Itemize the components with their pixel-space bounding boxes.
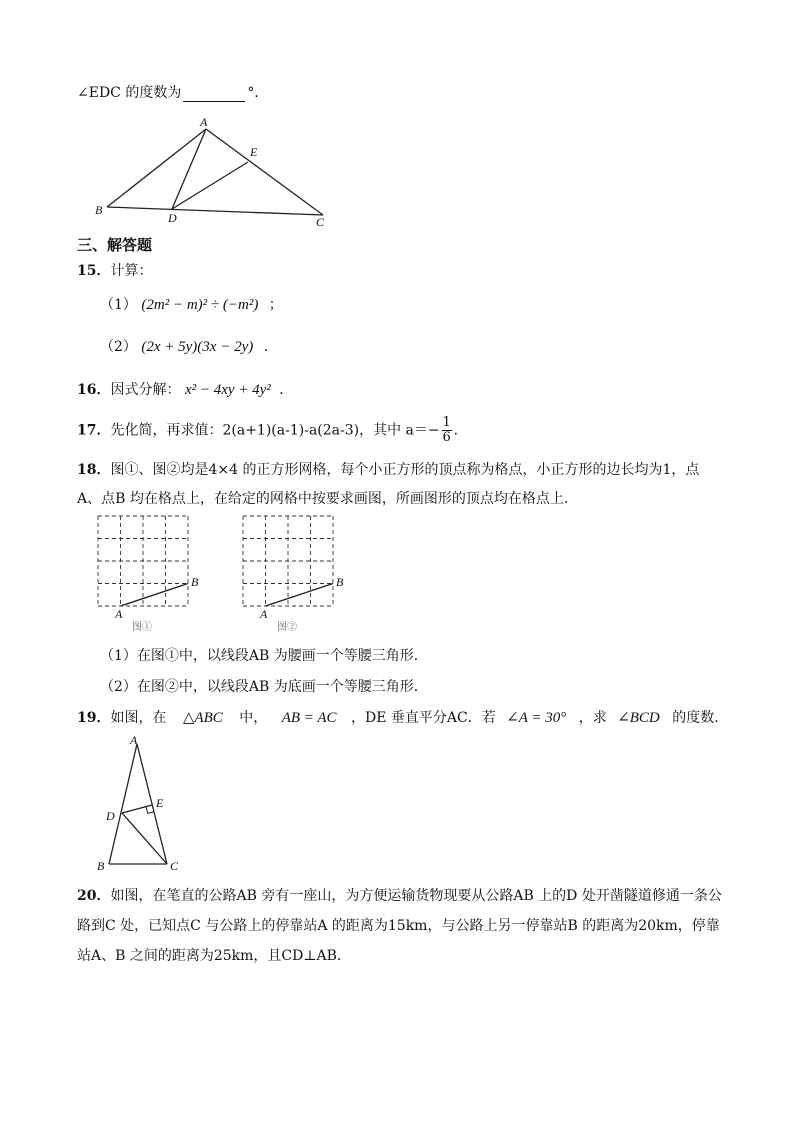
q15-text: 计算： [110,263,153,279]
q19-triangle: △ABC [182,710,223,726]
q20-line3: 站A、B 之间的距离为25km，且CD⊥AB． [77,948,351,964]
q15-p2-expression: (2x + 5y)(3x − 2y) [141,339,254,355]
q17-frac-numerator: 1 [442,415,451,430]
grid1-segment-ab [121,584,189,607]
fig14-triangle [90,112,340,230]
grid-figure-1 [90,510,210,634]
q17-number: 17． [77,422,111,439]
q14-unit: °． [247,85,269,101]
q19-text-3: ，DE 垂直平分AC．若 [351,710,496,726]
q20-line2: 路到C 处，已知点C 与公路上的停靠站A 的距离为15km，与公路上另一停靠站B 的距离为20km，停靠 [77,918,720,934]
q18-line1 [77,459,699,479]
fig14-segment-ad [172,129,206,209]
q15-p1-label: （1） [100,297,137,313]
q19-text-4: ，求 [578,710,607,726]
q19-angle: ∠A = 30° [506,710,567,726]
fig19-label-b: B [97,859,105,873]
fig14-label-e: E [250,145,258,159]
q19-angle-bcd: ∠BCD [617,710,660,726]
q19-equation: AB = AC [281,710,337,726]
q18-line2: A、点B 均在格点上，在给定的网格中按要求画图，所画图形的顶点均在格点上． [77,491,578,507]
q20-line1 [77,885,722,905]
q14-answer-line [77,82,268,102]
q15-p1-end: ； [268,297,283,313]
q20-number: 20． [77,888,111,904]
fig14-segment-de [172,162,248,209]
q20-text-1: 如图，在笔直的公路AB 旁有一座山，为方便运输货物现要从公路AB 上的D 处开凿隧道修通一条公 [110,888,722,904]
fig14-side-ac [206,129,323,215]
q19-text-1: 如图，在 [110,710,167,726]
fig14-label-c: C [316,215,325,229]
q17-text: 先化简，再求值：2(a+1)(a-1)-a(2a-3)，其中 a＝− [110,422,440,439]
grid1-label-b: B [191,575,199,589]
q17-frac-denominator: 6 [442,430,451,445]
q15-number: 15． [77,263,111,279]
fig19-label-c: C [170,859,179,873]
q15-p1-expression: (2m² − m)² ÷ (−m²) [141,297,259,313]
fig14-side-bc [107,207,323,215]
q15-part2 [100,336,278,356]
fig19-label-a: A [130,734,138,747]
q15-p2-end: ． [263,339,278,355]
fig19-triangle [92,734,192,876]
q18-number: 18． [77,462,111,478]
grid2-label-b: B [336,575,344,589]
q19-number: 19． [77,710,111,726]
fig14-label-d: D [168,211,177,225]
q18-sub1: （1）在图①中，以线段AB 为腰画一个等腰三角形． [100,648,428,664]
grid2-label-a: A [260,607,268,621]
grid2-segment-ab [266,584,334,607]
fig14-label-b: B [95,203,103,217]
fig14-side-ab [107,129,206,207]
q17 [77,416,468,445]
q19-stem [77,707,728,727]
q15-p2-label: （2） [100,339,137,355]
q19-text-2: 中， [239,710,268,726]
section-title: 三、解答题 [77,236,153,254]
q15-part1 [100,294,283,314]
q16 [77,379,293,399]
q18-sub2: （2）在图②中，以线段AB 为底画一个等腰三角形． [100,679,428,695]
q16-end: ． [279,382,294,398]
grid-figure-2 [235,510,355,634]
fig14-label-a: A [200,115,208,129]
fig19-side-ab [109,744,137,864]
q19-text-5: 的度数． [672,710,729,726]
q16-number: 16． [77,382,111,398]
fig19-label-e: E [156,796,164,810]
q14-text: ∠EDC 的度数为 [77,85,182,101]
q16-text: 因式分解： [110,382,181,398]
grid2-caption: 图② [277,622,297,633]
q18-text-1: 图①、图②均是4×4 的正方形网格，每个小正方形的顶点称为格点，小正方形的边长均为1，点 [110,462,700,478]
q15-stem [77,260,152,280]
answer-blank[interactable] [183,87,245,102]
grid1-label-a: A [115,607,123,621]
q16-expression: x² − 4xy + 4y² [184,382,271,398]
q17-fraction [442,416,452,445]
grid1-caption: 图① [132,622,152,633]
q17-end: ． [453,422,468,439]
fig19-label-d: D [106,809,115,823]
